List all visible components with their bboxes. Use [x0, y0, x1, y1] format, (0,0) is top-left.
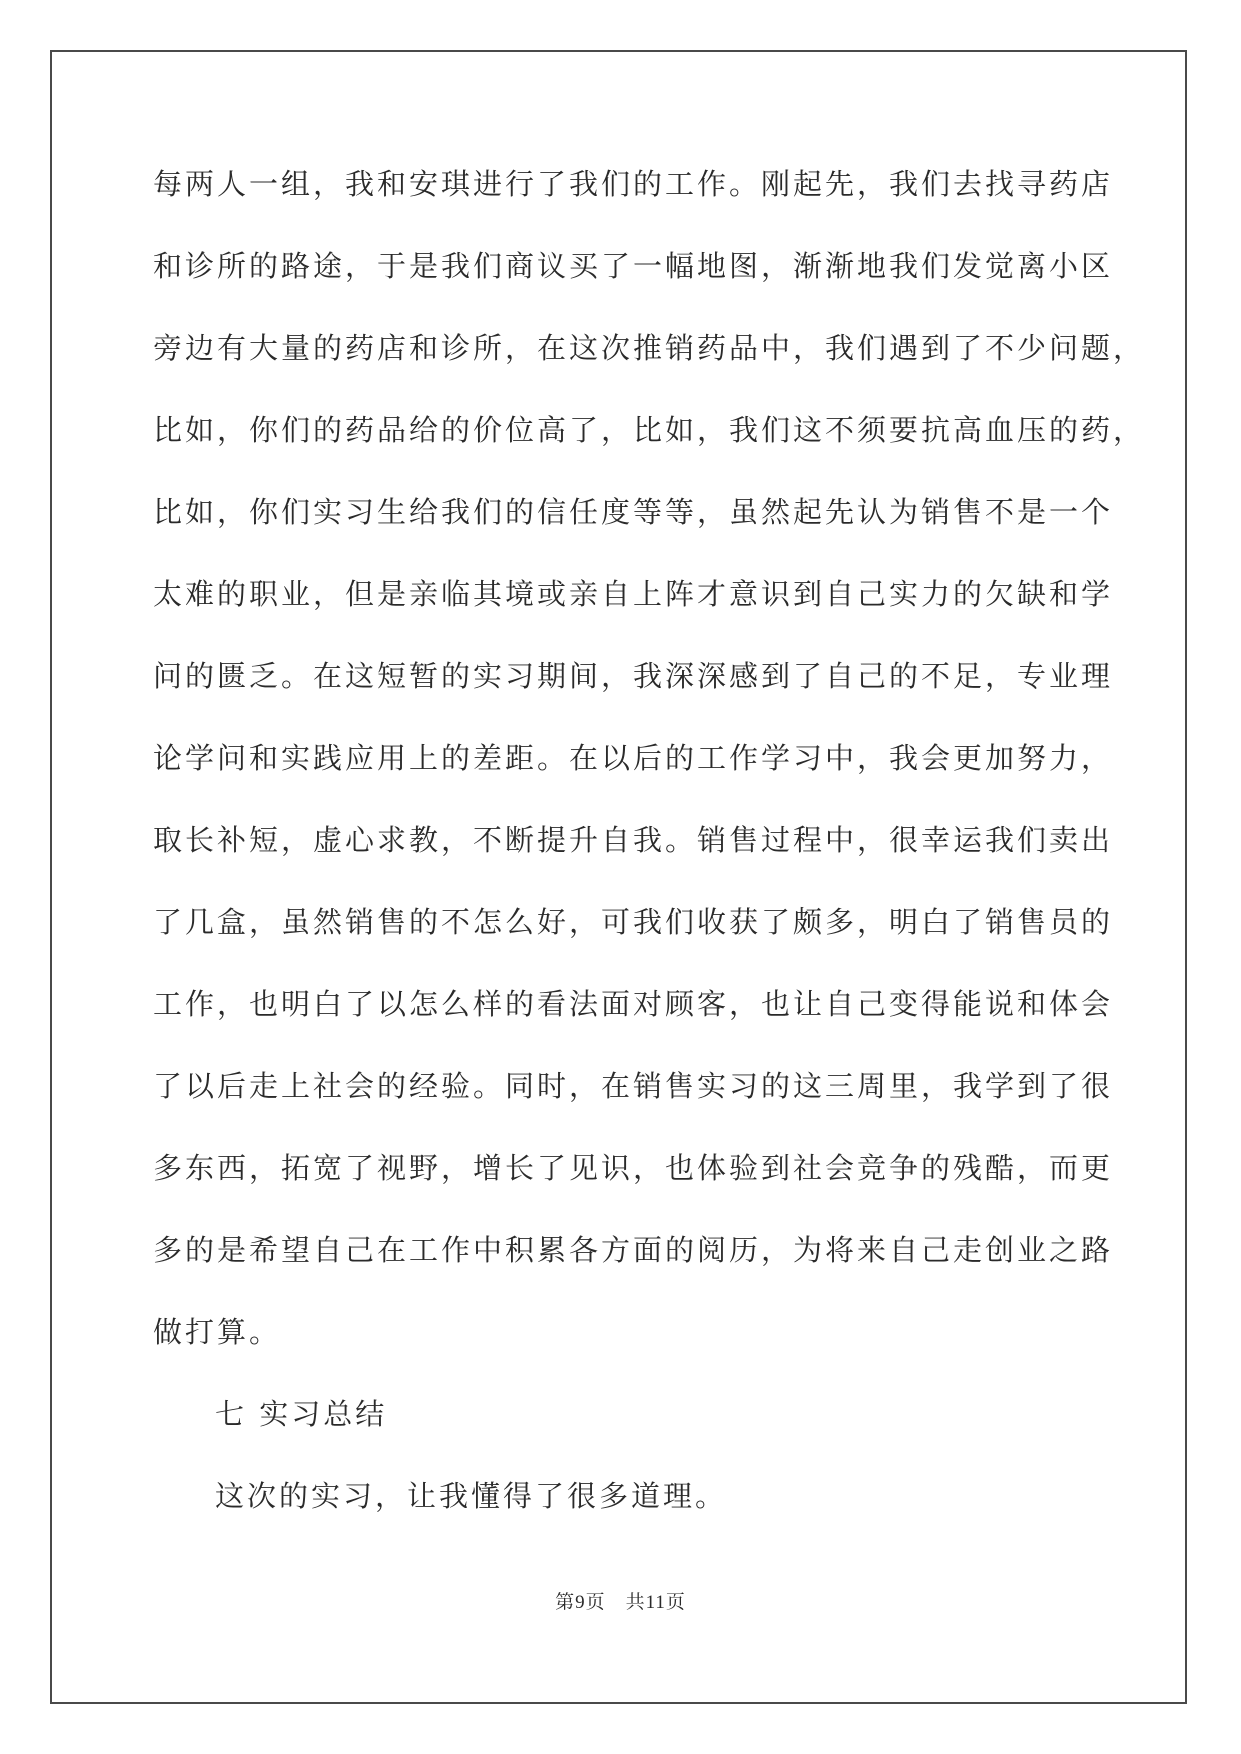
- paragraph-line-7: 问的匮乏。在这短暂的实习期间，我深深感到了自己的不足，专业理: [153, 659, 1114, 693]
- paragraph-line-6: 太难的职业，但是亲临其境或亲自上阵才意识到自己实力的欠缺和学: [153, 577, 1114, 611]
- paragraph-line-10: 了几盒，虽然销售的不怎么好，可我们收获了颇多，明白了销售员的: [153, 905, 1114, 939]
- closing-paragraph: 这次的实习，让我懂得了很多道理。: [215, 1479, 728, 1513]
- paragraph-line-5: 比如，你们实习生给我们的信任度等等，虽然起先认为销售不是一个: [153, 495, 1114, 529]
- paragraph-line-13: 多东西，拓宽了视野，增长了见识，也体验到社会竞争的残酷，而更: [153, 1151, 1114, 1185]
- paragraph-line-1: 每两人一组，我和安琪进行了我们的工作。刚起先，我们去找寻药店: [153, 167, 1114, 201]
- paragraph-line-15: 做打算。: [153, 1315, 282, 1349]
- paragraph-line-9: 取长补短，虚心求教，不断提升自我。销售过程中，很幸运我们卖出: [153, 823, 1114, 857]
- section-heading: 七 实习总结: [215, 1397, 388, 1431]
- paragraph-line-8: 论学问和实践应用上的差距。在以后的工作学习中，我会更加努力，: [153, 741, 1114, 775]
- paragraph-line-4: 比如，你们的药品给的价位高了，比如，我们这不须要抗高血压的药，: [153, 413, 1146, 447]
- paragraph-line-3: 旁边有大量的药店和诊所，在这次推销药品中，我们遇到了不少问题，: [153, 331, 1146, 365]
- document-body: [153, 160, 1146, 1554]
- paragraph-line-12: 了以后走上社会的经验。同时，在销售实习的这三周里，我学到了很: [153, 1069, 1114, 1103]
- paragraph-line-11: 工作，也明白了以怎么样的看法面对顾客，也让自己变得能说和体会: [153, 987, 1114, 1021]
- page-number-footer: 第9页 共11页: [555, 1592, 686, 1613]
- paragraph-line-2: 和诊所的路途，于是我们商议买了一幅地图，渐渐地我们发觉离小区: [153, 249, 1114, 283]
- paragraph-line-14: 多的是希望自己在工作中积累各方面的阅历，为将来自己走创业之路: [153, 1233, 1114, 1267]
